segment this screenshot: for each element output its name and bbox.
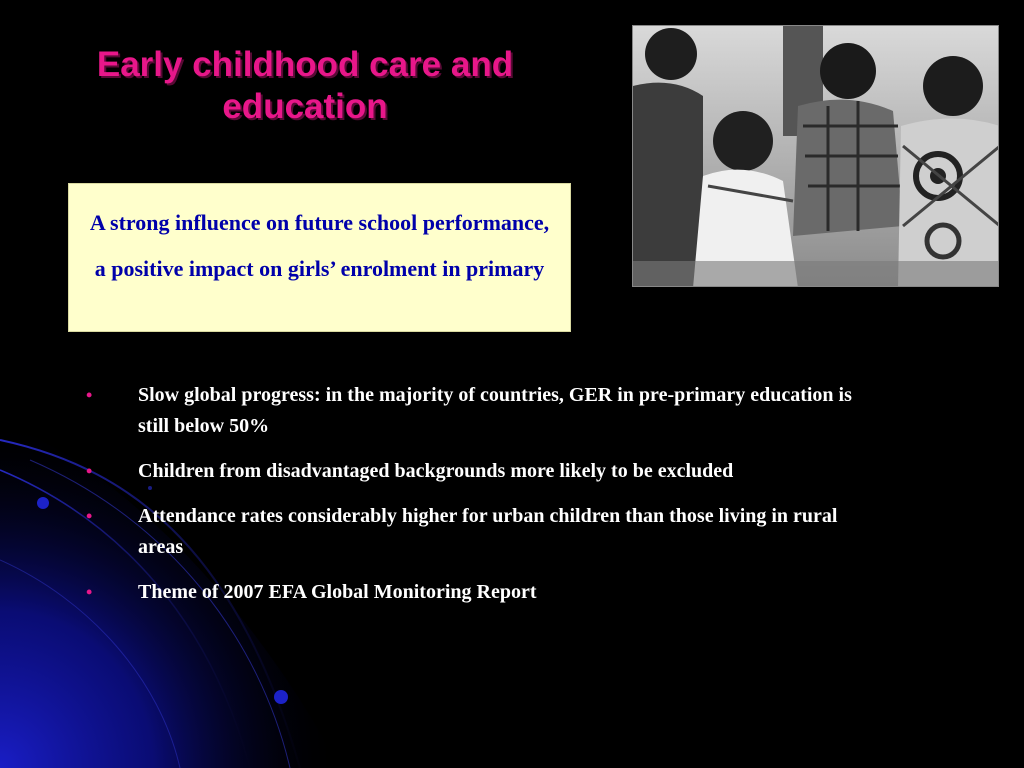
bullet-text: Attendance rates considerably higher for urban children than those living in rural areas bbox=[138, 505, 838, 558]
slide-title: Early childhood care and education bbox=[96, 45, 514, 126]
list-item bbox=[86, 456, 886, 487]
list-item bbox=[86, 577, 886, 608]
bullet-marker: • bbox=[86, 582, 93, 602]
children-photo bbox=[632, 25, 999, 287]
list-item bbox=[86, 380, 886, 442]
bullet-marker: • bbox=[86, 385, 93, 405]
bullet-text: Children from disadvantaged backgrounds more likely to be excluded bbox=[138, 460, 734, 482]
bullet-text: Theme of 2007 EFA Global Monitoring Report bbox=[138, 581, 537, 603]
bullet-marker: • bbox=[86, 461, 93, 481]
highlight-callout: A strong influence on future school performance, a positive impact on girls’ enrolment in primary bbox=[68, 183, 571, 332]
bullet-marker: • bbox=[86, 506, 93, 526]
list-item bbox=[86, 501, 886, 563]
photo-children-icon bbox=[633, 26, 999, 287]
bullet-text: Slow global progress: in the majority of countries, GER in pre-primary education is still below 50% bbox=[138, 384, 852, 437]
bullet-list bbox=[86, 380, 886, 622]
